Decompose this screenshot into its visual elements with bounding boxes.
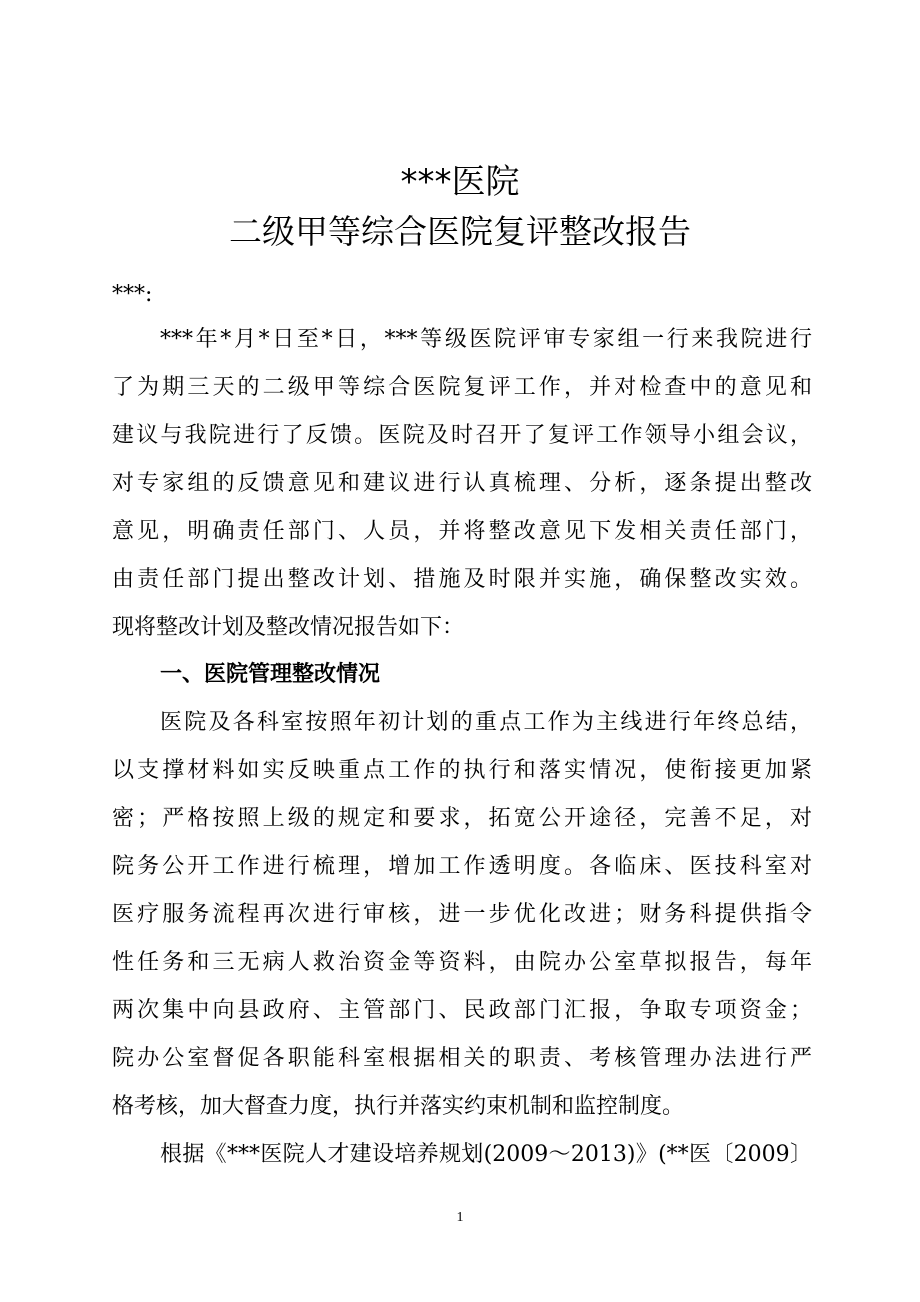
paragraph-line: 两次集中向县政府、主管部门、民政部门汇报，争取专项资金； — [112, 998, 812, 1023]
paragraph-line: 了为期三天的二级甲等综合医院复评工作，并对检查中的意见和 — [112, 375, 812, 400]
paragraph-line: 以支撑材料如实反映重点工作的执行和落实情况，使衔接更加紧 — [112, 758, 812, 783]
hospital-title: ***医院 — [400, 162, 520, 202]
paragraph-line: 由责任部门提出整改计划、措施及时限并实施，确保整改实效。 — [112, 567, 812, 592]
salutation: ***: — [112, 282, 153, 307]
paragraph-line: 医疗服务流程再次进行审核，进一步优化改进；财务科提供指令 — [112, 902, 812, 927]
paragraph-line: 院办公室督促各职能科室根据相关的职责、考核管理办法进行严 — [112, 1046, 812, 1071]
paragraph-line: 医院及各科室按照年初计划的重点工作为主线进行年终总结， — [160, 710, 812, 735]
paragraph-line: 院务公开工作进行梳理，增加工作透明度。各临床、医技科室对 — [112, 854, 812, 879]
page-number: 1 — [456, 1210, 464, 1225]
section-heading: 一、医院管理整改情况 — [160, 662, 381, 687]
paragraph-line: 现将整改计划及整改情况报告如下： — [112, 615, 465, 640]
paragraph-line: ***年*月*日至*日，***等级医院评审专家组一行来我院进行 — [160, 327, 812, 352]
paragraph-line: 根据《***医院人才建设培养规划(2009～2013)》(**医〔2009〕 — [160, 1142, 812, 1167]
report-title: 二级甲等综合医院复评整改报告 — [229, 212, 691, 251]
paragraph-line: 意见，明确责任部门、人员，并将整改意见下发相关责任部门， — [112, 519, 812, 544]
paragraph-line: 建议与我院进行了反馈。医院及时召开了复评工作领导小组会议， — [112, 423, 812, 448]
paragraph-line: 格考核，加大督查力度，执行并落实约束机制和监控制度。 — [112, 1094, 685, 1119]
paragraph-line: 对专家组的反馈意见和建议进行认真梳理、分析，逐条提出整改 — [112, 471, 812, 496]
paragraph-line: 性任务和三无病人救治资金等资料，由院办公室草拟报告，每年 — [112, 950, 812, 975]
paragraph-line: 密；严格按照上级的规定和要求，拓宽公开途径，完善不足，对 — [112, 806, 812, 831]
